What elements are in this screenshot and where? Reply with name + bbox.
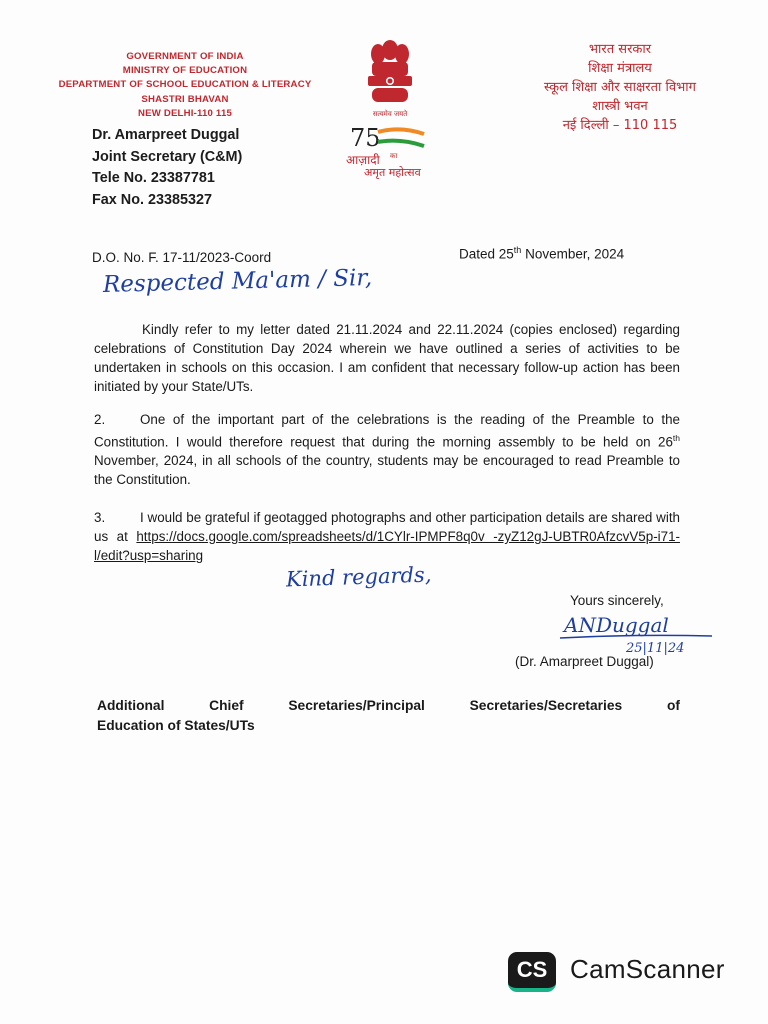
official-name: Dr. Amarpreet Duggal — [92, 127, 240, 143]
azadi-logo — [340, 124, 440, 180]
header-hi-govt: भारत सरकार — [588, 42, 652, 57]
closing-handwritten: Kind regards, — [285, 562, 432, 592]
official-fax: Fax No. 23385327 — [92, 191, 213, 208]
signature-image — [556, 608, 716, 660]
header-city: NEW DELHI-110 115 — [137, 107, 233, 119]
header-hi-department: स्कूल शिक्षा और साक्षरता विभाग — [544, 80, 696, 95]
paragraph-3-number: 3. — [94, 510, 106, 525]
national-emblem-icon — [358, 28, 422, 120]
header-department: DEPARTMENT OF SCHOOL EDUCATION & LITERACY — [58, 79, 312, 91]
header-building: SHASTRI BHAVAN — [141, 93, 229, 105]
addressee-line2: Education of States/UTs — [97, 718, 255, 733]
header-hi-ministry: शिक्षा मंत्रालय — [588, 61, 652, 76]
official-block — [92, 125, 242, 211]
paragraph-1: Kindly refer to my letter dated 21.11.2024 and 22.11.2024 (copies enclosed) regarding celebrations of Constitution Day 2024 wherein we have outlined a series of activities to be undertaken in schools on this occasion. I am confident that necessary follow-up action has been initiated by your State/UTs. — [94, 322, 680, 394]
header-hi-building: शास्त्री भवन — [592, 99, 648, 114]
svg-text:75: 75 — [350, 124, 381, 152]
header-hindi — [505, 40, 735, 135]
addressee — [97, 696, 680, 736]
azadi-ka: का — [390, 152, 398, 160]
camscanner-watermark: CamScanner — [570, 954, 725, 984]
official-designation: Joint Secretary (C&M) — [92, 148, 243, 165]
header-english — [40, 50, 330, 121]
header-ministry: MINISTRY OF EDUCATION — [122, 65, 248, 77]
svg-text:ANDuggal: ANDuggal — [564, 613, 669, 637]
addressee-line1: Additional Chief Secretaries/Principal Secretaries/Secretaries of — [97, 698, 680, 713]
signatory-name: (Dr. Amarpreet Duggal) — [515, 654, 654, 669]
paragraph-2: 2. One of the important part of the celebrations is the reading of the Preamble to the Constitution. I would therefore request that during the morning assembly to be held on 26th November, 2024, in all schools of the country, students may be encouraged to read Preamble to the Constitution. — [94, 412, 680, 488]
salutation-handwritten: Respected Ma'am / Sir, — [102, 264, 373, 298]
azadi-line1: आज़ादी — [346, 153, 380, 167]
official-tele: Tele No. 23387781 — [92, 170, 215, 187]
emblem-motto: सत्यमेव जयते — [372, 110, 408, 118]
svg-text:25|11|24: 25|11|24 — [626, 641, 685, 656]
yours-sincerely: Yours sincerely, — [570, 593, 664, 608]
paragraph-2-number: 2. — [94, 412, 106, 427]
spreadsheet-link[interactable]: https://docs.google.com/spreadsheets/d/1CYlr-IPMPF8q0v -zyZ12gJ-UBTR0AfzcvV5p-i71-l/edit?usp=sharing — [94, 529, 680, 563]
camscanner-logo-icon: CS — [508, 952, 556, 992]
azadi-line2: अमृत महोत्सव — [364, 166, 421, 179]
do-number: D.O. No. F. 17-11/2023-Coord — [92, 250, 272, 265]
header-govt: GOVERNMENT OF INDIA — [126, 51, 244, 62]
letter-date: Dated 25th November, 2024 — [459, 245, 625, 262]
header-hi-city: नई दिल्ली – 110 115 — [562, 118, 678, 133]
azadi-75-icon — [340, 124, 440, 180]
paragraph-3: 3. I would be grateful if geotagged photographs and other participation details are shared with us at https://docs.google.com/spreadsheets/d/1CYlr-IPMPF8q0v -zyZ12gJ-UBTR0AfzcvV5p-i71-l/edit?usp=sharing — [94, 510, 680, 563]
